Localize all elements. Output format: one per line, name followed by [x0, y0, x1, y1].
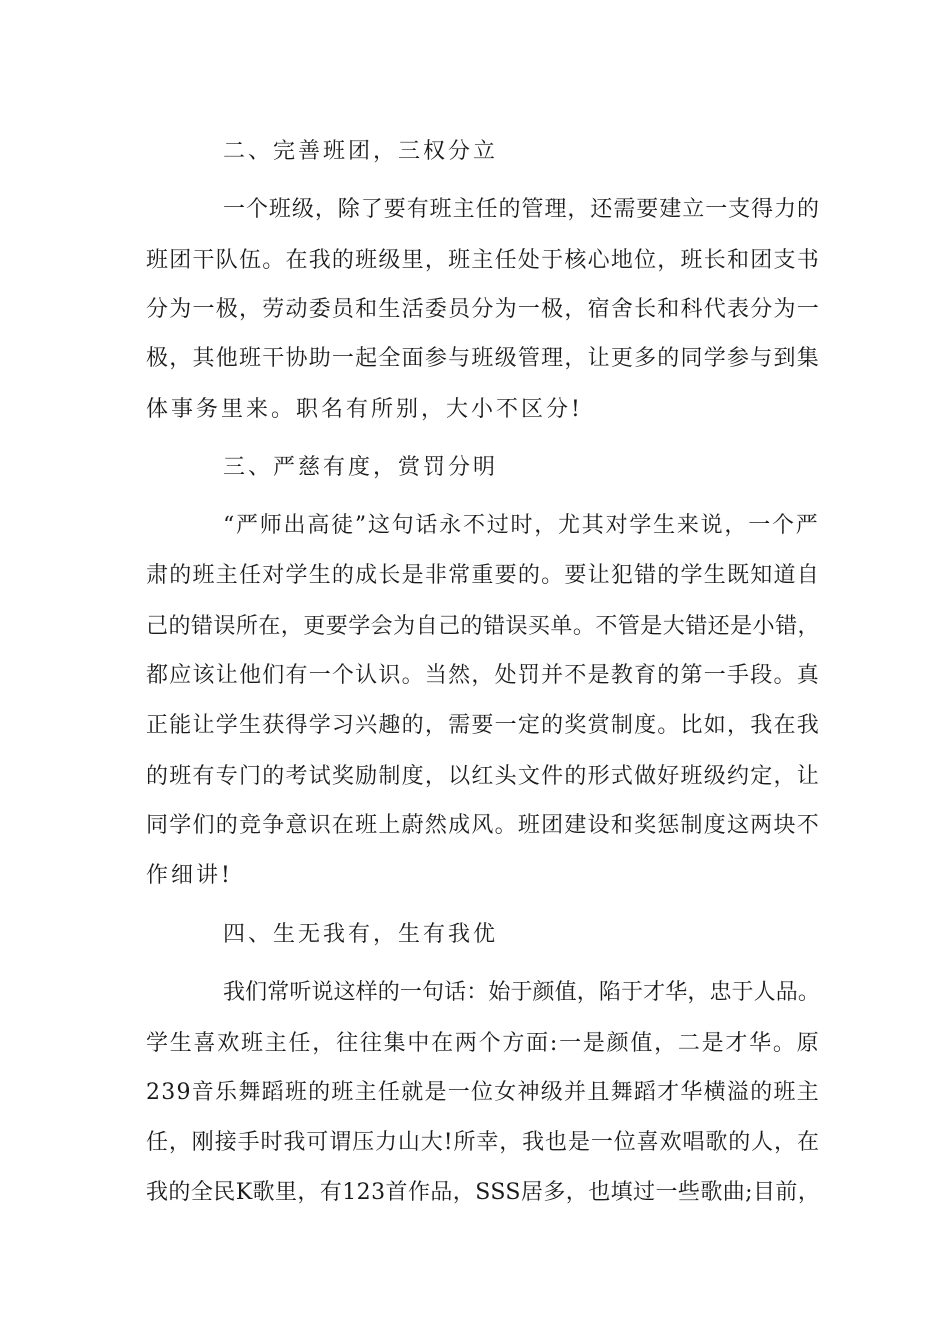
paragraph-line: “严师出高徒”这句话永不过时，尤其对学生来说，一个严 — [223, 513, 820, 538]
paragraph-line: 同学们的竞争意识在班上蔚然成风。班团建设和奖惩制度这两块不 — [146, 813, 821, 838]
paragraph-line: 都应该让他们有一个认识。当然，处罚并不是教育的第一手段。真 — [146, 663, 821, 688]
paragraph-line: 239音乐舞蹈班的班主任就是一位女神级并且舞蹈才华横溢的班主 — [146, 1080, 820, 1105]
paragraph-line: 肃的班主任对学生的成长是非常重要的。要让犯错的学生既知道自 — [146, 563, 821, 588]
section-heading-2: 二、完善班团，三权分立 — [223, 139, 499, 164]
paragraph-line: 的班有专门的考试奖励制度，以红头文件的形式做好班级约定，让 — [146, 764, 821, 789]
section-heading-3: 三、严慈有度，赏罚分明 — [223, 455, 499, 480]
paragraph-line: 任，刚接手时我可谓压力山大!所幸，我也是一位喜欢唱歌的人，在 — [146, 1130, 820, 1155]
paragraph-line: 作细讲! — [146, 863, 233, 888]
paragraph-line: 分为一极，劳动委员和生活委员分为一极，宿舍长和科代表分为一 — [146, 297, 821, 322]
paragraph-line: 正能让学生获得学习兴趣的，需要一定的奖赏制度。比如，我在我 — [146, 713, 821, 738]
paragraph-line: 一个班级，除了要有班主任的管理，还需要建立一支得力的 — [223, 197, 821, 222]
paragraph-line: 我们常听说这样的一句话：始于颜值，陷于才华，忠于人品。 — [223, 980, 821, 1005]
paragraph-line: 体事务里来。职名有所别，大小不区分! — [146, 397, 583, 422]
paragraph-line: 极，其他班干协助一起全面参与班级管理，让更多的同学参与到集 — [146, 346, 821, 371]
paragraph-line: 班团干队伍。在我的班级里，班主任处于核心地位，班长和团支书 — [146, 248, 821, 273]
paragraph-line: 我的全民K歌里，有123首作品，SSS居多，也填过一些歌曲;目前， — [146, 1180, 821, 1205]
section-heading-4: 四、生无我有，生有我优 — [223, 922, 499, 947]
paragraph-line: 学生喜欢班主任，往往集中在两个方面:一是颜值，二是才华。原 — [146, 1031, 821, 1056]
paragraph-line: 己的错误所在，更要学会为自己的错误买单。不管是大错还是小错， — [146, 614, 821, 639]
